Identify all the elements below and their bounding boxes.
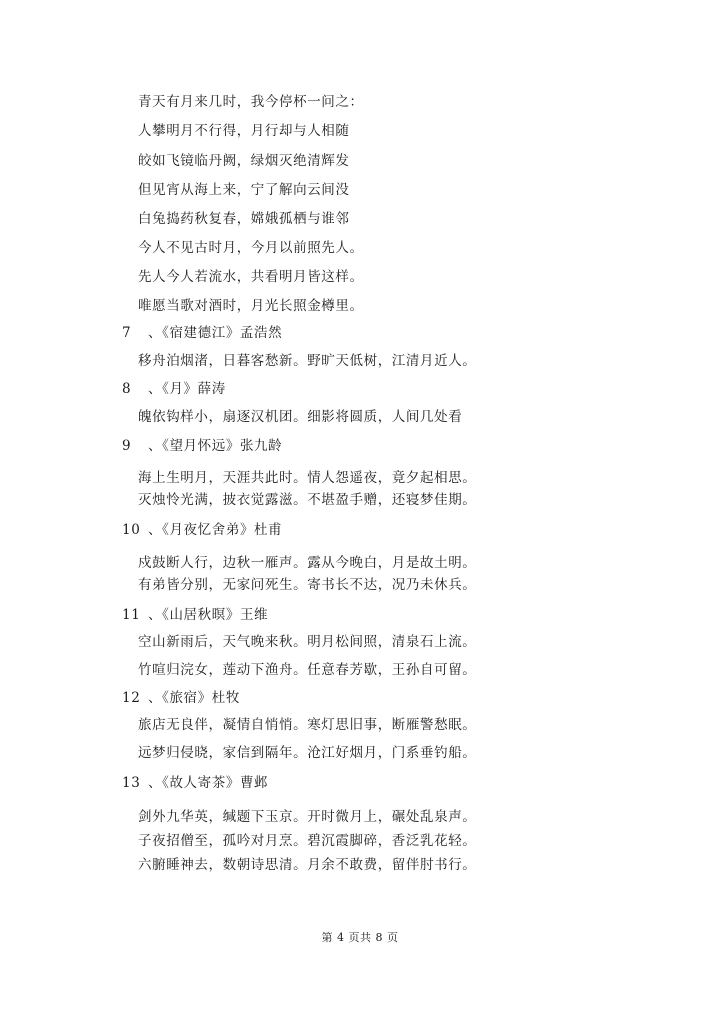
poem-line: 先人今人若流水，共看明月皆这样。 [138, 269, 364, 285]
poem-number: 9 [122, 438, 132, 454]
poem-line: 子夜招僧至，孤吟对月烹。碧沉霞脚碎，香泛乳花轻。 [138, 833, 477, 849]
poem-number: 7 [122, 325, 132, 341]
poem-heading [122, 774, 268, 792]
poem-line: 魄依钩样小，扇逐汉机团。细影将圆质，人间几处看 [138, 409, 463, 425]
poem-line: 剑外九华英，缄题下玉京。开时微月上，碾处乱泉声。 [138, 809, 477, 825]
poem-heading [122, 521, 282, 539]
poem-number: 11 [122, 607, 141, 623]
poem-number: 8 [122, 381, 132, 397]
poem-line: 有弟皆分别，无家问死生。寄书长不达，况乃未休兵。 [138, 577, 477, 593]
poem-line: 六腑睡神去，数朝诗思清。月余不敢费，留伴肘书行。 [138, 857, 477, 873]
poem-line: 空山新雨后，天气晚来秋。明月松间照，清泉石上流。 [138, 634, 477, 650]
poem-line: 移舟泊烟渚，日暮客愁新。野旷天低树，江清月近人。 [138, 353, 477, 369]
poem-line: 竹喧归浣女，莲动下渔舟。任意春芳歇，王孙自可留。 [138, 662, 477, 678]
poem-line: 皎如飞镜临丹阙，绿烟灭绝清辉发 [138, 153, 350, 169]
poem-line: 戍鼓断人行，边秋一雁声。露从今晚白，月是故土明。 [138, 555, 477, 571]
poem-line: 但见宵从海上来，宁了解向云间没 [138, 182, 350, 198]
poem-heading [122, 606, 268, 624]
poem-heading [122, 380, 226, 398]
poem-line: 白兔捣药秋复春，嫦娥孤栖与谁邻 [138, 211, 350, 227]
poem-number: 10 [122, 522, 141, 538]
poem-line: 灭烛怜光满，披衣觉露滋。不堪盈手赠，还寝梦佳期。 [138, 492, 477, 508]
poem-line: 人攀明月不行得，月行却与人相随 [138, 123, 350, 139]
poem-title: 、《故人寄茶》曹邺 [148, 775, 269, 791]
page-footer: 第 4 页共 8 页 [321, 931, 399, 944]
poem-number: 12 [122, 690, 141, 706]
poem-heading [122, 324, 282, 342]
poem-title: 、《望月怀远》张九龄 [148, 438, 283, 454]
poem-title: 、《月》薛涛 [148, 381, 226, 397]
poem-number: 13 [122, 775, 141, 791]
poem-title: 、《山居秋暝》王维 [148, 607, 269, 623]
poem-heading [122, 437, 282, 455]
poem-line: 旅店无良伴，凝情自悄悄。寒灯思旧事，断雁警愁眠。 [138, 717, 477, 733]
poem-line: 唯愿当歌对酒时，月光长照金樽里。 [138, 298, 364, 314]
poem-title: 、《旅宿》杜牧 [148, 690, 240, 706]
poem-title: 、《月夜忆舍弟》杜甫 [148, 522, 283, 538]
poem-line: 海上生明月，天涯共此时。情人怨遥夜，竟夕起相思。 [138, 470, 477, 486]
poem-title: 、《宿建德江》孟浩然 [148, 325, 283, 341]
poem-line: 青天有月来几时，我今停杯一问之： [138, 94, 364, 110]
poem-line: 远梦归侵晓，家信到隔年。沧江好烟月，门系垂钓船。 [138, 745, 477, 761]
poem-heading [122, 689, 240, 707]
poem-line: 今人不见古时月，今月以前照先人。 [138, 240, 364, 256]
